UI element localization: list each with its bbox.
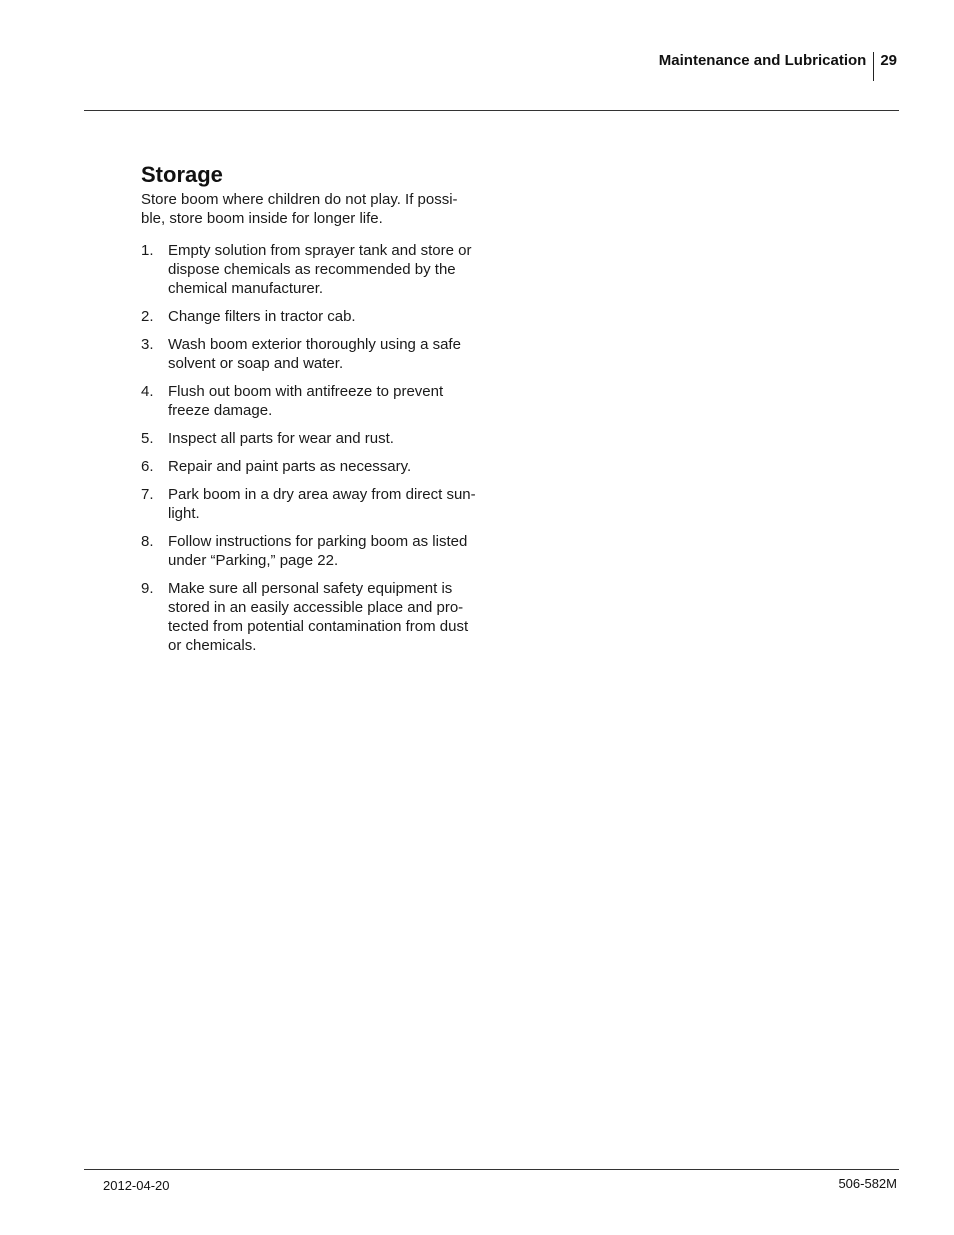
section-title: Maintenance and Lubrication (658, 52, 867, 69)
step-number: 2. (141, 308, 154, 325)
list-item (141, 579, 481, 655)
footer-rule (84, 1169, 899, 1170)
footer-date: 2012-04-20 (103, 1178, 170, 1193)
step-text: Flush out boom with antifreeze to prevent freeze damage. (168, 383, 444, 419)
list-item (141, 457, 481, 476)
steps-list (141, 241, 481, 655)
step-text: Repair and paint parts as necessary. (168, 458, 412, 475)
intro-paragraph: Store boom where children do not play. If possi-ble, store boom inside for longer life. (141, 191, 458, 227)
step-number: 4. (141, 383, 154, 400)
page-number: 29 (880, 52, 897, 69)
step-number: 7. (141, 486, 154, 503)
step-text: Follow instructions for parking boom as listed under “Parking,” page 22. (168, 533, 468, 569)
step-number: 9. (141, 580, 154, 597)
storage-section (141, 161, 481, 664)
list-item (141, 532, 481, 570)
step-text: Make sure all personal safety equipment is stored in an easily accessible place and pro-tected from potential contamination from dust or chemicals. (168, 580, 469, 654)
footer-doc-number: 506-582M (838, 1176, 897, 1191)
list-item (141, 429, 481, 448)
list-item (141, 335, 481, 373)
step-number: 8. (141, 533, 154, 550)
step-text: Empty solution from sprayer tank and store or dispose chemicals as recommended by the chemical manufacturer. (168, 242, 472, 297)
step-number: 5. (141, 430, 154, 447)
step-text: Wash boom exterior thoroughly using a safe solvent or soap and water. (168, 336, 461, 372)
page-title: Storage (141, 162, 223, 187)
step-text: Park boom in a dry area away from direct sun-light. (168, 486, 476, 522)
list-item (141, 382, 481, 420)
header-rule (84, 110, 899, 111)
list-item (141, 485, 481, 523)
step-number: 3. (141, 336, 154, 353)
step-text: Change filters in tractor cab. (168, 308, 356, 325)
header-separator (873, 52, 874, 81)
step-number: 1. (141, 242, 154, 259)
list-item (141, 307, 481, 326)
step-text: Inspect all parts for wear and rust. (168, 430, 394, 447)
list-item (141, 241, 481, 298)
step-number: 6. (141, 458, 154, 475)
running-header (659, 52, 897, 81)
